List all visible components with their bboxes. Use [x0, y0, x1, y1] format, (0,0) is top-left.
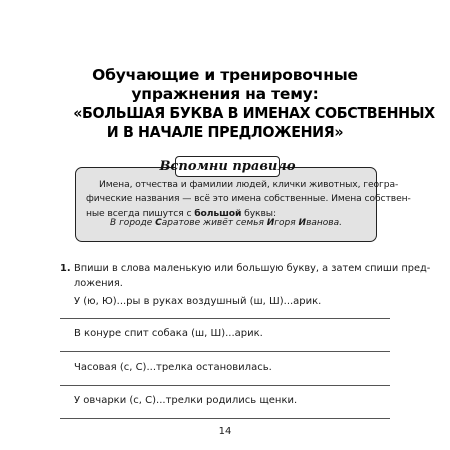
- task-line-2: ложения.: [74, 277, 123, 289]
- example-part-4: ванова.: [306, 218, 342, 228]
- exercise-sentence-2: В конуре спит собака (ш, Ш)...арик.: [74, 328, 263, 339]
- answer-line-3[interactable]: [60, 385, 390, 386]
- rule-line-3-end: буквы:: [241, 207, 276, 219]
- example-part-2: аратове живёт семья: [161, 218, 267, 228]
- page-number: 14: [218, 426, 232, 437]
- answer-line-1[interactable]: [60, 318, 390, 319]
- exercise-sentence-3: Часовая (с, С)...трелка остановилась.: [74, 362, 272, 373]
- page-title: [60, 66, 435, 142]
- title-line-3: «БОЛЬШАЯ БУКВА В ИМЕНАХ СОБСТВЕННЫХ: [73, 104, 435, 122]
- example-part-1: В городе: [110, 218, 156, 228]
- example-bold-3: И: [298, 218, 307, 228]
- exercise-sentence-4: У овчарки (с, С)...трелки родились щенки.: [74, 395, 298, 406]
- title-line-2: упражнения на тему:: [131, 85, 319, 103]
- exercise-sentence-1: У (ю, Ю)...ры в руках воздушный (ш, Ш)...арик.: [74, 296, 322, 307]
- rule-example: [75, 218, 377, 228]
- answer-line-4[interactable]: [60, 418, 390, 419]
- task-line-1: Впиши в слова маленькую или большую букву, а затем спиши пред-: [74, 263, 431, 274]
- rule-line-1: Имена, отчества и фамилии людей, клички животных, геогра-: [99, 179, 399, 190]
- title-line-4: И В НАЧАЛЕ ПРЕДЛОЖЕНИЯ»: [106, 123, 344, 141]
- rule-line-3-start: ные всегда пишутся с: [86, 207, 195, 219]
- rule-bold-word: большой: [194, 207, 242, 219]
- task-number: 1.: [60, 263, 71, 274]
- rule-line-2: фические названия — всё это имена собственные. Имена собствен-: [86, 193, 411, 205]
- answer-line-2[interactable]: [60, 351, 390, 352]
- rule-tab-label: Вспомни правило: [175, 156, 280, 177]
- example-part-3: горя: [274, 218, 299, 228]
- title-line-1: Обучающие и тренировочные: [92, 66, 358, 84]
- example-bold-1: С: [155, 218, 162, 228]
- task-instruction: [74, 262, 431, 291]
- example-bold-2: И: [266, 218, 275, 228]
- rule-text: [86, 178, 411, 221]
